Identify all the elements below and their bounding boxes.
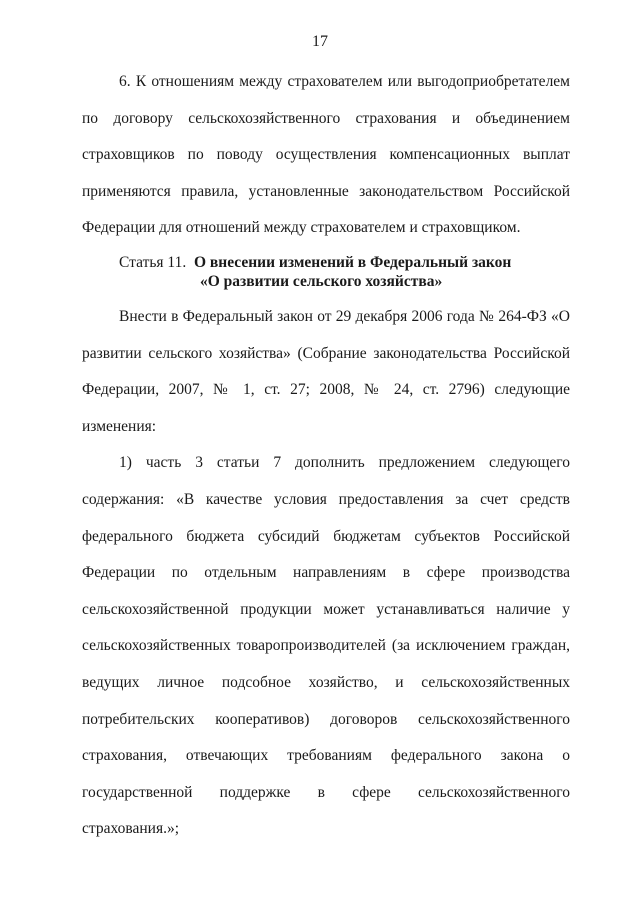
paragraph-item-1: 1) часть 3 статьи 7 дополнить предложением следующего содержания: «В качестве условия предоставления за счет средств федерального бюджета субсидий бюджетам субъектов Российской Федерации по отдельным направлениям в сфере производства сельскохозяйственной продукции может устанавливаться наличие у сельскохозяйственных товаропроизводителей (за исключением граждан, ведущих личное подсобное хозяйство, и сельскохозяйственных потребительских кооперативов) договоров сельскохозяйственного страхования, отвечающих требованиям федерального закона о государственной поддержке в сфере сельскохозяйственного страхования.»;: [82, 454, 570, 838]
page-number: 17: [312, 33, 328, 50]
paragraph-6: 6. К отношениям между страхователем или выгодоприобретателем по договору сельскохозяйственного страхования и объединением страховщиков по поводу осуществления компенсационных выплат применяются правила, установленные законодательством Российской Федерации для отношений между страхователем и страховщиком.: [82, 73, 570, 237]
article-title-line-2: «О развитии сельского хозяйства»: [199, 272, 443, 290]
article-title-line-1: О внесении изменений в Федеральный закон: [193, 253, 512, 271]
article-label: Статья 11.: [119, 253, 187, 271]
article-title: [194, 253, 511, 291]
document-body: [82, 64, 570, 848]
article-heading: [82, 253, 570, 291]
paragraph-amend-intro: Внести в Федеральный закон от 29 декабря 2006 года № 264-ФЗ «О развитии сельского хозяйства» (Собрание законодательства Российской Федерации, 2007, № 1, ст. 27; 2008, № 24, ст. 2796) следующие изменения:: [82, 307, 570, 435]
